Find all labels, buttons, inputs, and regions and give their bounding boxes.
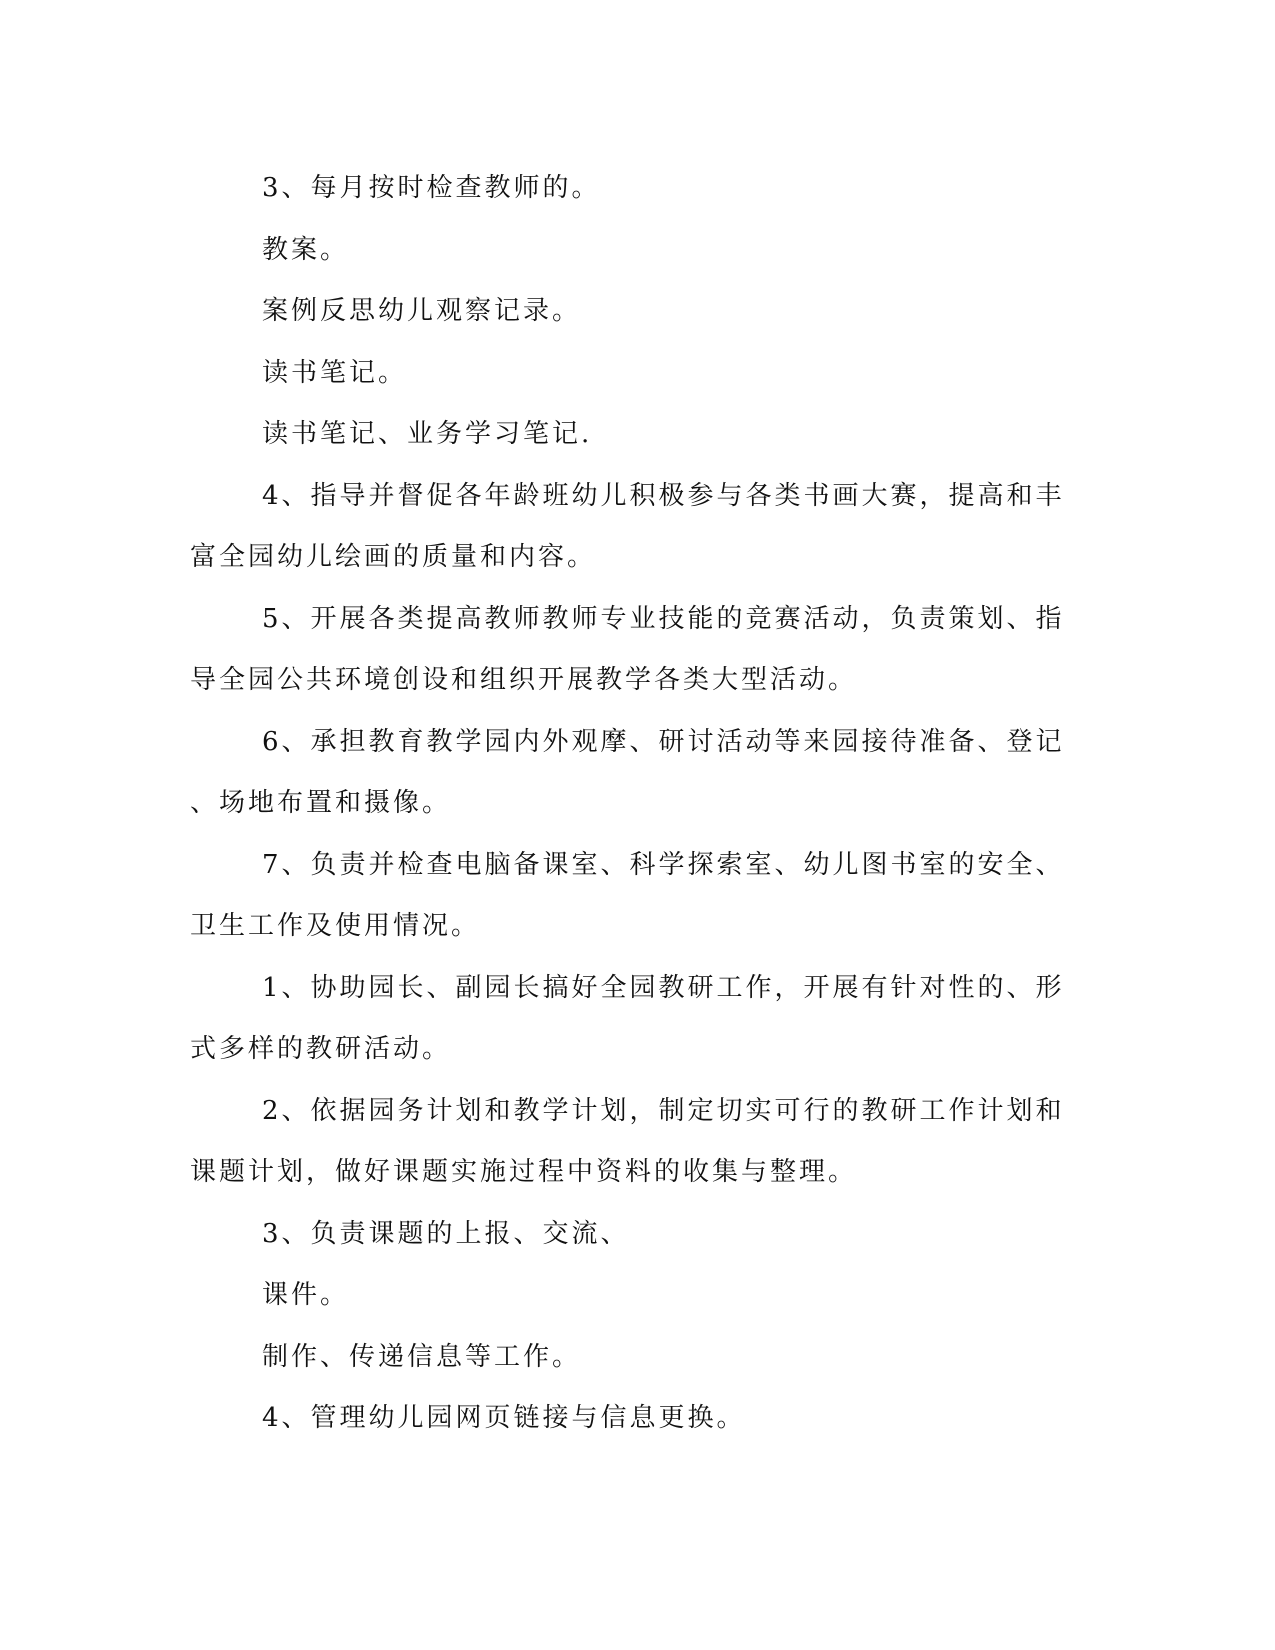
paragraph-line: 4、管理幼儿园网页链接与信息更换。: [262, 1403, 746, 1433]
paragraph-line: 导全园公共环境创设和组织开展教学各类大型活动。: [190, 665, 858, 695]
paragraph-line: 7、负责并检查电脑备课室、科学探索室、幼儿图书室的安全、: [262, 849, 1065, 880]
paragraph-line: 教案。: [262, 234, 350, 265]
paragraph-line: 4、指导并督促各年龄班幼儿积极参与各类书画大赛，提高和丰: [262, 480, 1065, 511]
paragraph-line: 5、开展各类提高教师教师专业技能的竞赛活动，负责策划、指: [262, 603, 1065, 634]
paragraph-line: 3、每月按时检查教师的。: [262, 173, 601, 203]
paragraph-line: 式多样的教研活动。: [190, 1034, 452, 1064]
paragraph-line: 、场地布置和摄像。: [190, 788, 452, 818]
paragraph-line: 制作、传递信息等工作。: [262, 1341, 582, 1372]
paragraph-line: 案例反思幼儿观察记录。: [262, 296, 582, 326]
paragraph-line: 1、协助园长、副园长搞好全园教研工作，开展有针对性的、形: [262, 972, 1065, 1003]
document-body: [190, 166, 1065, 1458]
paragraph-line: 读书笔记、业务学习笔记.: [262, 419, 593, 449]
paragraph-line: 卫生工作及使用情况。: [190, 911, 481, 941]
paragraph-line: 富全园幼儿绘画的质量和内容。: [190, 542, 597, 572]
paragraph-line: 课件。: [262, 1280, 350, 1310]
paragraph-line: 6、承担教育教学园内外观摩、研讨活动等来园接待准备、登记: [262, 726, 1065, 757]
paragraph-line: 读书笔记。: [262, 357, 408, 388]
paragraph-line: 2、依据园务计划和教学计划，制定切实可行的教研工作计划和: [262, 1095, 1065, 1126]
paragraph-line: 3、负责课题的上报、交流、: [262, 1218, 630, 1249]
paragraph-line: 课题计划，做好课题实施过程中资料的收集与整理。: [190, 1157, 858, 1187]
